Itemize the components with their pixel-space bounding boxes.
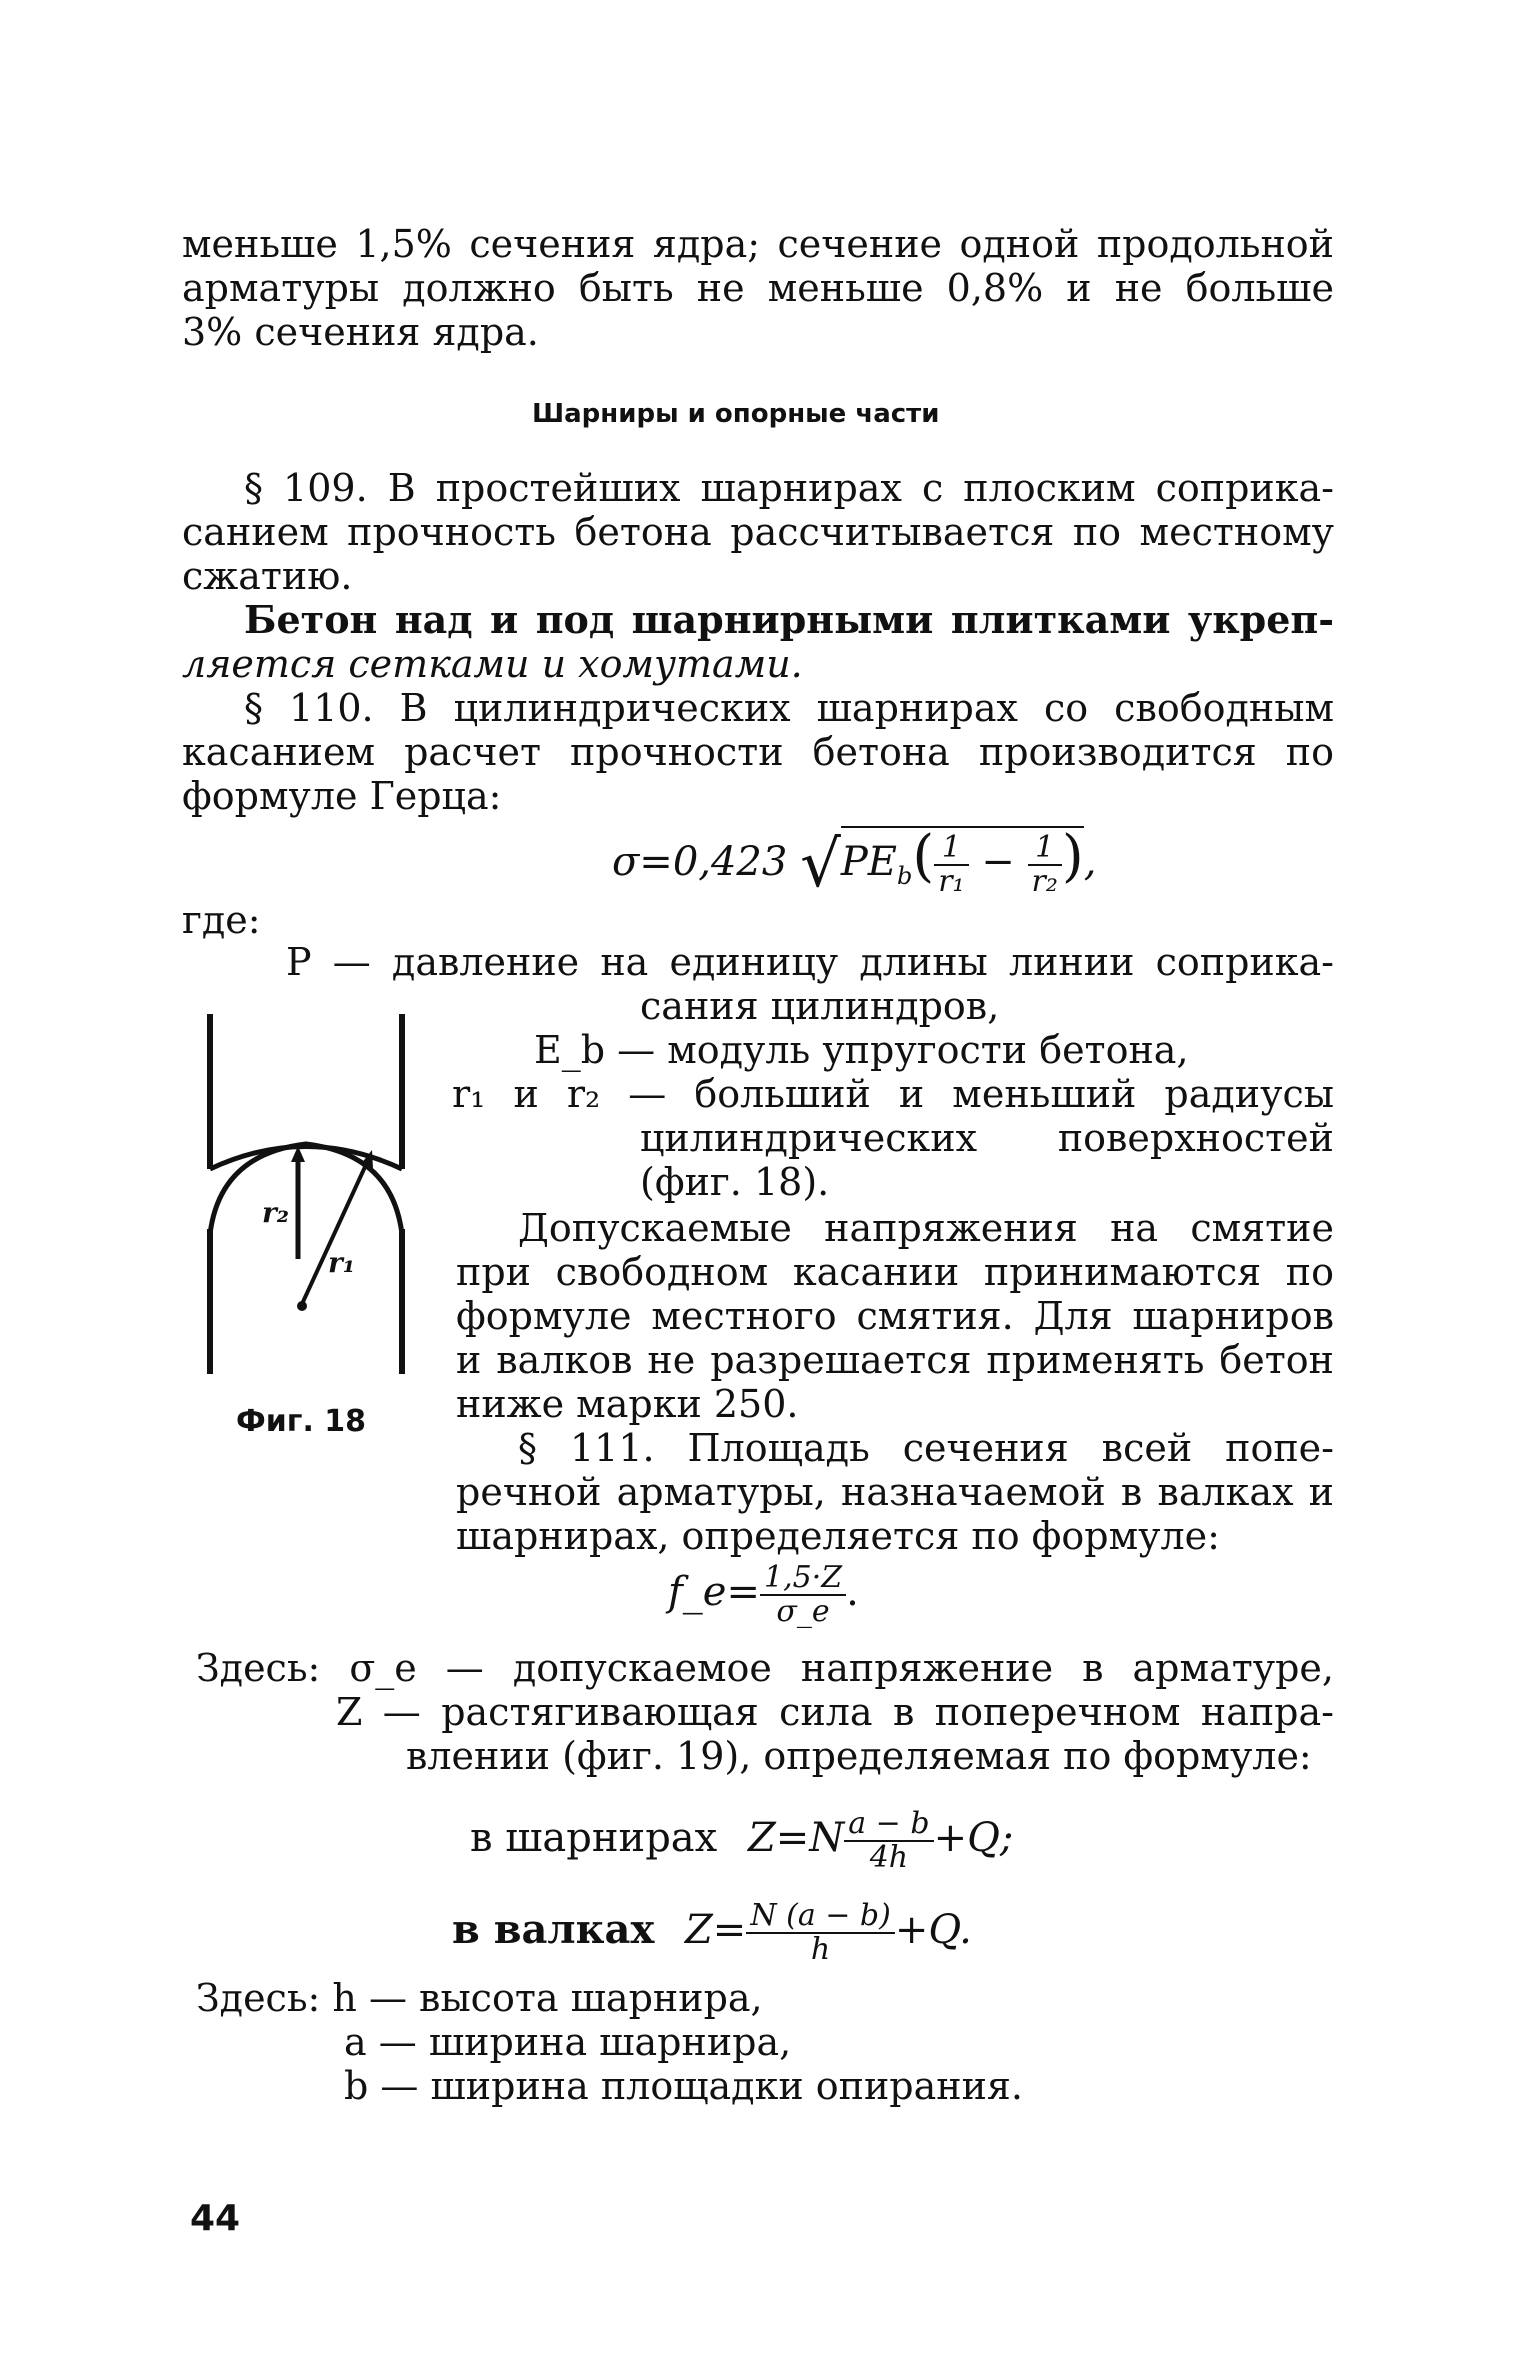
radicand-pe: PE bbox=[840, 839, 897, 885]
formula-roller-fraction bbox=[746, 1900, 895, 1966]
def-P-line-2: сания цилиндров, bbox=[640, 984, 1000, 1028]
intro-line-3: 3% сечения ядра. bbox=[182, 310, 539, 354]
paren-close: ) bbox=[1061, 824, 1084, 889]
def-r-line-2: цилиндрических поверхностей bbox=[640, 1116, 1334, 1160]
def111-line-2: Z — растягивающая сила в поперечном напра- bbox=[336, 1690, 1334, 1734]
para-dopusk-line-3: формуле местного смятия. Для шарниров bbox=[456, 1294, 1334, 1338]
radical-sign: √ bbox=[800, 828, 841, 902]
para109-line-3: сжатию. bbox=[182, 554, 353, 598]
formula-fe-tail: . bbox=[846, 1569, 859, 1615]
formula-fe bbox=[668, 1562, 859, 1628]
formula-hinge-num: a − b bbox=[844, 1808, 933, 1842]
intro-line-2: арматуры должно быть не меньше 0,8% и не больше bbox=[182, 266, 1334, 310]
formula-hertz-radicand bbox=[841, 826, 1084, 900]
radius-r1-line bbox=[302, 1156, 370, 1304]
para110-line-1: § 110. В цилиндрических шарнирах со свободным bbox=[244, 686, 1334, 730]
para111-line-2: речной арматуры, назначаемой в валках и bbox=[456, 1470, 1334, 1514]
formula-fe-lhs: f_e= bbox=[668, 1569, 760, 1615]
frac1-den: r₁ bbox=[938, 864, 965, 899]
formula-hinge-fraction bbox=[844, 1808, 933, 1874]
para109-line-2: санием прочность бетона рассчитывается по местному bbox=[182, 510, 1334, 554]
frac-1-r1 bbox=[934, 832, 968, 898]
formula-roller bbox=[452, 1900, 972, 1966]
formula-hinge-prefix: в шарнирах bbox=[470, 1815, 718, 1861]
def111-line-3: влении (фиг. 19), определяемая по формуле: bbox=[406, 1734, 1312, 1778]
formula-hinge-den: 4h bbox=[869, 1840, 909, 1875]
formula-hertz-lhs: σ=0,423 bbox=[612, 839, 788, 885]
minus-sign: − bbox=[968, 839, 1028, 885]
def-b: b — ширина площадки опирания. bbox=[344, 2064, 1023, 2108]
para110-line-3: формуле Герца: bbox=[182, 774, 502, 818]
formula-roller-num: N (a − b) bbox=[746, 1900, 895, 1934]
intro-line-1: меньше 1,5% сечения ядра; сечение одной продольной bbox=[182, 222, 1334, 266]
def-r-line-3: (фиг. 18). bbox=[640, 1160, 830, 1204]
formula-hinge bbox=[470, 1808, 1013, 1874]
para111-line-1: § 111. Площадь сечения всей попе- bbox=[518, 1426, 1334, 1470]
formula-fe-fraction bbox=[760, 1562, 846, 1628]
para110-line-2: касанием расчет прочности бетона производится по bbox=[182, 730, 1334, 774]
para-beton-line-1: Бетон над и под шарнирными плитками укреп- bbox=[244, 597, 1334, 642]
formula-hertz-tail: , bbox=[1083, 839, 1097, 885]
formula-roller-prefix: в валках bbox=[452, 1906, 655, 1953]
para-dopusk-line-5: ниже марки 250. bbox=[456, 1382, 799, 1426]
para-dopusk-line-1: Допускаемые напряжения на смятие bbox=[518, 1206, 1334, 1250]
def-h: Здесь: h — высота шарнира, bbox=[196, 1976, 763, 2020]
para-beton-line-2: ляется сетками и хомутами. bbox=[182, 642, 803, 686]
figure-18-hinge-diagram bbox=[190, 1004, 430, 1394]
formula-roller-tail: +Q. bbox=[894, 1907, 972, 1953]
para-dopusk-line-2: при свободном касании принимаются по bbox=[456, 1250, 1334, 1294]
figure-caption: Фиг. 18 bbox=[236, 1404, 367, 1439]
center-point bbox=[297, 1301, 307, 1311]
formula-roller-den: h bbox=[810, 1932, 831, 1967]
frac2-den: r₂ bbox=[1031, 864, 1058, 899]
formula-hinge-lhs: Z=N bbox=[747, 1815, 845, 1861]
formula-roller-lhs: Z= bbox=[685, 1907, 747, 1953]
label-r2: r₂ bbox=[262, 1196, 290, 1229]
frac1-num: 1 bbox=[934, 832, 968, 866]
def-Eb: E_b — модуль упругости бетона, bbox=[534, 1028, 1189, 1072]
page-number: 44 bbox=[190, 2198, 241, 2239]
def-r-line-1: r₁ и r₂ — больший и меньший радиусы bbox=[452, 1072, 1334, 1116]
para111-line-3: шарнирах, определяется по формуле: bbox=[456, 1514, 1220, 1558]
radicand-sub-b: b bbox=[896, 862, 913, 890]
upper-concave-surface bbox=[210, 1147, 402, 1170]
def-P-line-1: P — давление на единицу длины линии соприка- bbox=[286, 940, 1334, 984]
formula-fe-num: 1,5·Z bbox=[760, 1562, 846, 1596]
where-label: где: bbox=[182, 898, 261, 942]
para109-line-1: § 109. В простейших шарнирах с плоским соприка- bbox=[244, 466, 1334, 510]
frac2-num: 1 bbox=[1028, 832, 1062, 866]
formula-hinge-tail: +Q; bbox=[933, 1815, 1014, 1861]
label-r1: r₁ bbox=[328, 1246, 356, 1279]
frac-1-r2 bbox=[1028, 832, 1062, 898]
formula-fe-den: σ_e bbox=[776, 1594, 830, 1629]
para-dopusk-line-4: и валков не разрешается применять бетон bbox=[456, 1338, 1334, 1382]
def-a: a — ширина шарнира, bbox=[344, 2020, 792, 2064]
paren-open: ( bbox=[912, 824, 935, 889]
def111-line-1: Здесь: σ_e — допускаемое напряжение в арматуре, bbox=[196, 1646, 1334, 1690]
formula-hertz bbox=[612, 826, 1096, 900]
section-heading: Шарниры и опорные части bbox=[532, 399, 940, 429]
